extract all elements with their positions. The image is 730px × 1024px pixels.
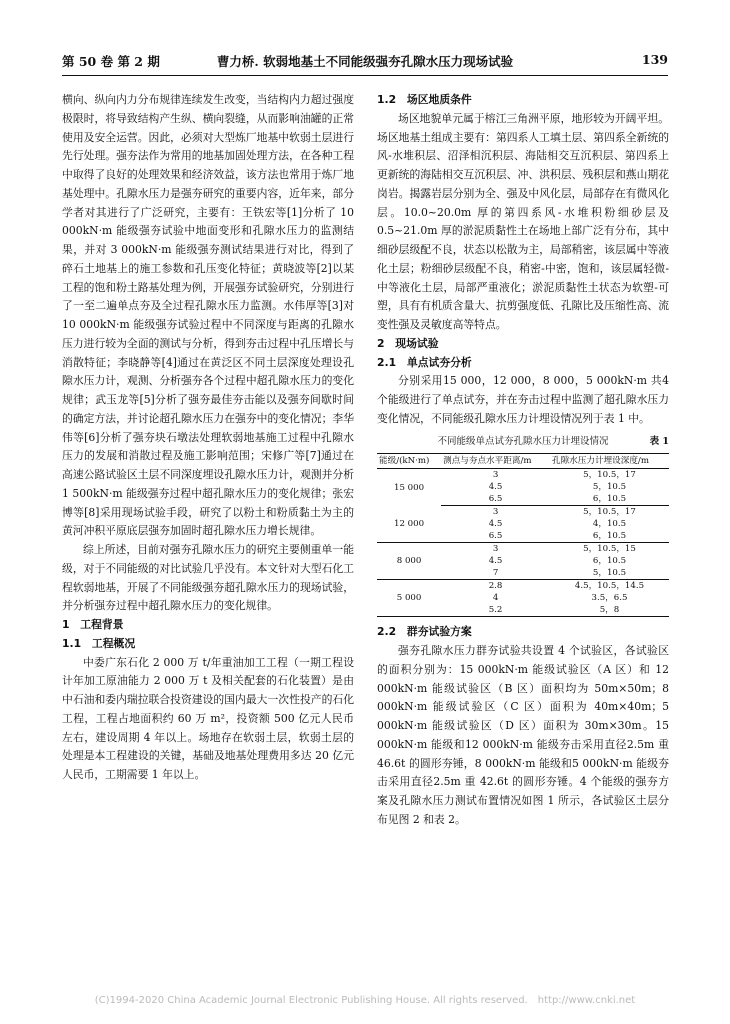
col-header-distance: 测点与夯点水平距离/m [441,454,550,469]
col-header-energy: 能级/(kN·m) [377,454,441,469]
depth-cell: 5，10.5，17 [583,507,636,518]
table-header-row [377,454,669,469]
paragraph-intro: 横向、纵向内力分布规律连续发生改变，当结构内力超过强度极限时，将导致结构产生纵、横向裂缝，从而影响油罐的正常使用及安全运营。因此，必须对大型炼厂地基中软弱土层进行先行处理。强夯法作为常用的地基加固处理方法，在各种工程中取得了良好的处理效果和经济效益，该方法也常用于炼厂地基处理中。孔隙水压力是强夯研究的重要内容，近年来，部分学者对其进行了广泛研究，主要有：王铁宏等[1]分析了 10 000kN·m 能级强夯试验中地面变形和孔隙水压力的监测结果，并对 3 000kN·m 能级强夯测试结果进行对比，得到了碎石土地基上的施工参数和孔压变化特征；黄晓波等[2]以某工程的饱和粉土路基处理为例，开展强夯试验研究，分别进行了一至二遍单点夯及全过程孔隙水压力监测。水伟厚等[3]对 10 000kN·m 能级强夯试验过程中不同深度与距离的孔隙水压力进行较为全面的测试与分析，得到夯击过程中孔压增长与消散特征；李晓静等[4]通过在黄泛区不同土层深度处理设孔隙水压力计，观测、分析强夯各个过程中超孔隙水压力的变化规律；武玉龙等[5]分析了强夯最佳夯击能以及强夯间歇时间的确定方法，并讨论超孔隙水压力在强夯中的变化情况；李华伟等[6]分析了强夯块石墩法处理软弱地基施工过程中孔隙水压力的发展和消散过程及施工影响范围；宋修广等[7]通过在高速公路试验区土层不同深度埋设孔隙水压力计，观测并分析 1 500kN·m 能级强夯过程中超孔隙水压力的变化规律；张宏博等[8]采用现场试验手段，研究了以粉土和粉质黏土为主的黄河冲积平原底层强夯加固时超孔隙水压力增长规律。 [62,93,354,538]
distance-cell: 3 [492,507,499,518]
section-heading-1-2: 1.2 场区地质条件 [377,93,472,106]
table-caption [377,433,669,452]
distance-cell: 5.2 [441,604,550,617]
paragraph-summary: 综上所述，目前对强夯孔隙水压力的研究主要侧重单一能级，对于不同能级的对比试验几乎没有。本文针对大型石化工程软弱地基，开展了不同能级强夯超孔隙水压力的现场试验，并分析强夯过程中超孔隙水压力的变化规律。 [62,543,354,613]
depth-cell: 5，10.5，15 [583,544,636,555]
depth-cell: 6，10.5 [550,530,669,543]
distance-cell: 3 [492,470,499,481]
section-heading-2-2: 2.2 群夯试验方案 [377,625,472,639]
energy-cell: 5 000 [377,580,441,617]
depth-cell: 5，10.5 [592,482,627,493]
distance-cell: 7 [441,567,550,580]
col-header-depth: 孔隙水压力计埋设深度/m [550,454,669,469]
paragraph-project-overview: 中委广东石化 2 000 万 t/年重油加工工程（一期工程设计年加工原油能力 2 000 万 t 及相关配套的石化装置）是由中石油和委内瑞拉联合投资建设的国内最大一次性投产的石化工程，工程占地面积约 60 万 m²，投资额 500 亿元人民币左右，建设周期 4 年以上。场地存在软弱土层，软弱土层的处理是本工程建设的关键，基础及地基处理费用多达 20 亿元人民币，工期需要 1 年以上。 [62,655,354,781]
section-heading-1: 1 工程背景 [62,618,124,631]
energy-cell: 8 000 [377,543,441,580]
paragraph-single-point: 分别采用15 000，12 000，8 000，5 000kN·m 共4个能级进行了单点试夯，并在夯击过程中监测了超孔隙水压力变化情况，不同能级孔隙水压力计埋设情况列于表 1 中。 [377,374,669,425]
table-number: 表 1 [649,435,669,447]
header-rule [62,75,668,76]
depth-cell: 6，10.5 [592,556,627,567]
table-row [377,506,669,519]
table-row [377,580,669,593]
piezometer-table [377,453,669,617]
table-row [377,469,669,482]
left-column [62,91,354,785]
distance-cell: 2.8 [488,581,503,592]
journal-volume: 第 50 卷 第 2 期 [62,54,160,69]
distance-cell: 3 [492,544,499,555]
depth-cell: 6，10.5 [550,493,669,506]
distance-cell: 4.5 [488,519,503,530]
section-heading-2-1: 2.1 单点试夯分析 [377,355,472,369]
right-column [377,91,669,830]
table-title: 不同能级单点试夯孔隙水压力计埋设情况 [437,435,609,447]
page-number: 139 [641,52,668,67]
distance-cell: 4.5 [488,556,503,567]
distance-cell: 4 [492,593,499,604]
depth-cell: 3.5，6.5 [591,593,628,604]
depth-cell: 5，10.5 [550,567,669,580]
distance-cell: 6.5 [441,493,550,506]
section-heading-2: 2 现场试验 [377,336,439,350]
distance-cell: 4.5 [488,482,503,493]
distance-cell: 6.5 [441,530,550,543]
energy-cell: 12 000 [377,506,441,543]
depth-cell: 4，10.5 [592,519,627,530]
running-title: 曹力桥. 软弱地基土不同能级强夯孔隙水压力现场试验 [216,54,514,69]
paragraph-geology: 场区地貌单元属于榕江三角洲平原，地形较为开阔平坦。场区地基土组成主要有：第四系人工填土层、第四系全新统的风-水堆积层、沼泽相沉积层、海陆相交互沉积层、第四系上更新统的海陆相交互沉积层、冲、洪积层、残积层和燕山期花岗岩。揭露岩层分别为全、强及中风化层，局部存在有微风化层。10.0~20.0m 厚的第四系风-水堆积粉细砂层及 0.5~21.0m 厚的淤泥质黏性土在场地上部广泛有分布，其中细砂层级配不良，状态以松散为主，局部稍密，该层属中等液化土层；粉细砂层级配不良，稍密-中密，饱和，该层属轻微-中等液化土层，局部严重液化；淤泥质黏性土状态为软塑-可塑，具有有机质含量大、抗剪强度低、孔隙比及压缩性高、流变性强及灵敏度高等特点。 [377,111,669,331]
running-header [62,52,668,72]
section-heading-1-1: 1.1 工程概况 [62,636,136,650]
paragraph-group-test: 强夯孔隙水压力群夯试验共设置 4 个试验区，各试验区的面积分别为：15 000kN·m 能级试验区（A 区）和 12 000kN·m 能级试验区（B 区）面积均为 50m×50m；8 000kN·m 能级试验区（C 区）面积为 40m×40m；5 000kN·m 能级试验区（D 区）面积为 30m×30m。15 000kN·m 能级和12 000kN·m 能级夯击采用直径2.5m 重 46.6t 的圆形夯锤，8 000kN·m 能级和5 000kN·m 能级夯击采用直径2.5m 重 42.6t 的圆形夯锤。4 个能级的强夯方案及孔隙水压力测试布置情况如图 1 所示，各试验区土层分布见图 2 和表 2。 [377,644,669,826]
table-row [377,543,669,556]
energy-cell: 15 000 [394,482,425,493]
depth-cell: 5，8 [550,604,669,617]
depth-cell: 5，10.5，17 [583,470,636,481]
depth-cell: 4.5，10.5，14.5 [574,581,645,592]
copyright-footer: (C)1994-2020 China Academic Journal Electronic Publishing House. All rights reserved. http://www.cnki.net [94,995,636,1006]
